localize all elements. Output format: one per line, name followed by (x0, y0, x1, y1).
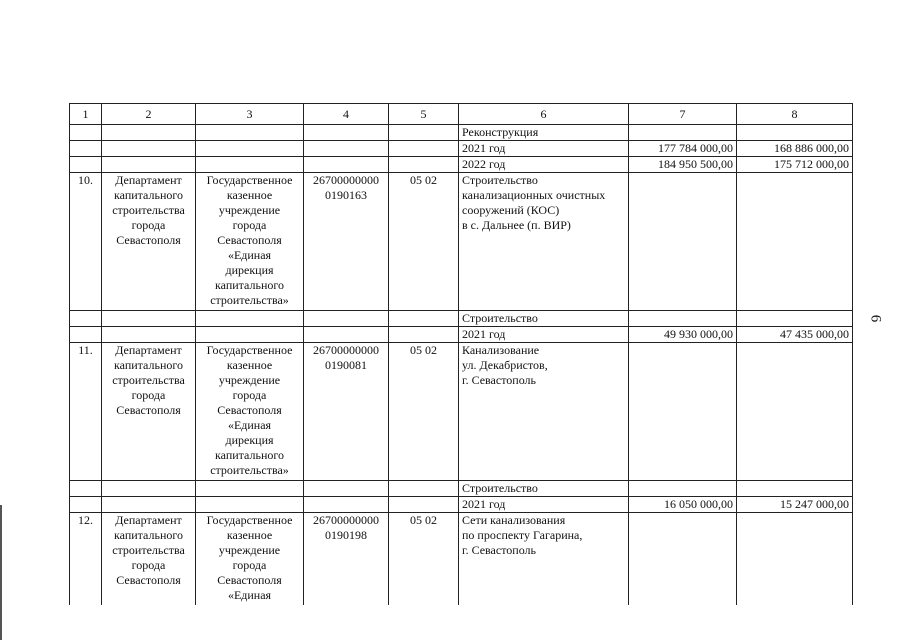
table-row (70, 141, 853, 157)
section-code-cell: 05 02 (389, 173, 459, 311)
object-name-cell: Канализование ул. Декабристов, г. Севастополь (459, 343, 629, 481)
header-col-2: 2 (102, 104, 196, 125)
budget-table (69, 103, 853, 605)
table-row (70, 513, 853, 605)
department-cell: Департамент капитального строительства города Севастополя (102, 173, 196, 311)
table-row (70, 481, 853, 497)
year-cell: 2021 год (459, 497, 629, 513)
header-col-3: 3 (196, 104, 304, 125)
table-row (70, 327, 853, 343)
institution-cell: Государственное казенное учреждение города Севастополя «Единая дирекция капитального строительства» (196, 343, 304, 481)
department-cell: Департамент капитального строительства города Севастополя (102, 343, 196, 481)
table-row (70, 157, 853, 173)
year-cell: 2021 год (459, 327, 629, 343)
header-col-8: 8 (737, 104, 853, 125)
header-col-5: 5 (389, 104, 459, 125)
header-col-7: 7 (629, 104, 737, 125)
year-cell: 2022 год (459, 157, 629, 173)
amount-col8: 15 247 000,00 (737, 497, 853, 513)
object-name-cell: Строительство канализационных очистных сооружений (КОС) в с. Дальнее (п. ВИР) (459, 173, 629, 311)
header-col-6: 6 (459, 104, 629, 125)
work-type-cell: Реконструкция (459, 125, 629, 141)
entry-number: 11. (70, 343, 102, 481)
header-col-1: 1 (70, 104, 102, 125)
institution-cell: Государственное казенное учреждение города Севастополя «Единая (196, 513, 304, 605)
amount-col8: 175 712 000,00 (737, 157, 853, 173)
amount-col7: 177 784 000,00 (629, 141, 737, 157)
object-name-cell: Сети канализования по проспекту Гагарина, г. Севастополь (459, 513, 629, 605)
table-row (70, 343, 853, 481)
amount-col7: 49 930 000,00 (629, 327, 737, 343)
table-row (70, 125, 853, 141)
header-row (70, 104, 853, 125)
entry-number: 10. (70, 173, 102, 311)
budget-code-cell: 26700000000 0190163 (304, 173, 389, 311)
year-cell: 2021 год (459, 141, 629, 157)
amount-col8: 47 435 000,00 (737, 327, 853, 343)
entry-number: 12. (70, 513, 102, 605)
page-number: 6 (867, 314, 884, 323)
table-row (70, 173, 853, 311)
amount-col7: 16 050 000,00 (629, 497, 737, 513)
section-code-cell: 05 02 (389, 343, 459, 481)
budget-code-cell: 26700000000 0190081 (304, 343, 389, 481)
table-row (70, 497, 853, 513)
institution-cell: Государственное казенное учреждение города Севастополя «Единая дирекция капитального строительства» (196, 173, 304, 311)
amount-col7: 184 950 500,00 (629, 157, 737, 173)
department-cell: Департамент капитального строительства города Севастополя (102, 513, 196, 605)
scan-edge-mark (0, 505, 2, 640)
header-col-4: 4 (304, 104, 389, 125)
work-type-cell: Строительство (459, 311, 629, 327)
section-code-cell: 05 02 (389, 513, 459, 605)
amount-col8: 168 886 000,00 (737, 141, 853, 157)
work-type-cell: Строительство (459, 481, 629, 497)
table-row (70, 311, 853, 327)
budget-code-cell: 26700000000 0190198 (304, 513, 389, 605)
